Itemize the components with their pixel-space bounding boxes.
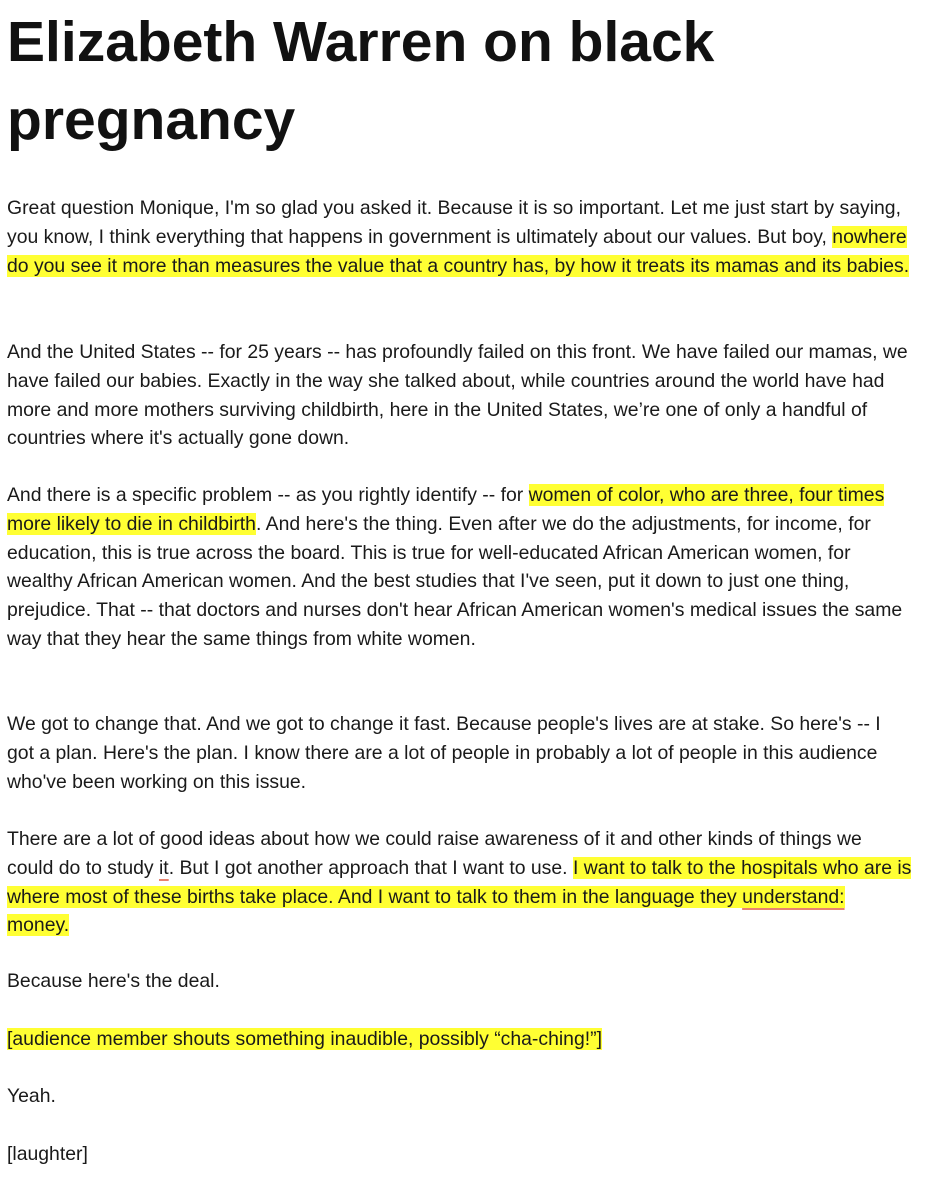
paragraph-text: [laughter] — [7, 1143, 88, 1165]
paragraph-text: . But I got another approach that I want to use. — [168, 856, 573, 879]
document-title — [7, 3, 919, 159]
highlighted-text: I want to talk to the hospitals who are is where most of these births take place. And I want to talk to them in the language they — [7, 856, 912, 908]
paragraph-text: Because here's the deal. — [7, 970, 220, 992]
paragraph-6 — [7, 967, 912, 996]
paragraph-text: And there is a specific problem -- as you rightly identify -- for — [7, 484, 529, 506]
highlighted-text: [audience member shouts something inaudible, possibly “cha-ching!”] — [7, 1028, 602, 1050]
spellcheck-word-highlighted[interactable]: understand: — [742, 885, 845, 908]
paragraph-2 — [7, 338, 912, 453]
paragraph-3 — [7, 481, 912, 654]
paragraph-7 — [7, 1025, 912, 1054]
paragraph-8 — [7, 1082, 912, 1111]
highlighted-text: nowhere do you see it more than measures the value that a country has, by how it treats its mamas and its babies. — [7, 225, 910, 277]
title-line-2: pregnancy — [7, 88, 296, 152]
title-line-1: Elizabeth Warren on black — [7, 10, 715, 74]
highlighted-text: money. — [7, 914, 70, 937]
document — [7, 0, 919, 1165]
highlighted-text: women of color, who are three, four times more likely to die in childbirth — [7, 484, 885, 535]
paragraph-9 — [7, 1140, 912, 1169]
paragraph-text: . And here's the thing. Even after we do the adjustments, for income, for education, this is true across the board. This is true for well-educated African American women, for wealthy African American women. And the best studies that I've seen, put it down to just one thing, prejudice. That -- that doctors and nurses don't hear African American women's medical issues the same way that they hear the same things from white women. — [7, 512, 903, 650]
paragraph-text: And the United States -- for 25 years -- has profoundly failed on this front. We have failed our mamas, we have failed our babies. Exactly in the way she talked about, while countries around the world have had more and more mothers surviving childbirth, here in the United States, we’re one of only a handful of countries where it's actually gone down. — [7, 341, 908, 450]
paragraph-5 — [7, 825, 912, 940]
spellcheck-word[interactable]: it — [159, 856, 169, 879]
paragraph-text: There are a lot of good ideas about how we could raise awareness of it and other kinds of things we could do to study — [7, 828, 862, 879]
paragraph-text: Great question Monique, I'm so glad you asked it. Because it is so important. Let me just start by saying, you know, I think everything that happens in government is ultimately about our values. But boy, — [7, 197, 901, 248]
paragraph-text: We got to change that. And we got to change it fast. Because people's lives are at stake. So here's -- I got a plan. Here's the plan. I know there are a lot of people in probably a lot of people in this audience who've been working on this issue. — [7, 713, 881, 793]
paragraph-1 — [7, 194, 912, 280]
paragraph-text: Yeah. — [7, 1085, 56, 1107]
paragraph-4 — [7, 710, 912, 796]
